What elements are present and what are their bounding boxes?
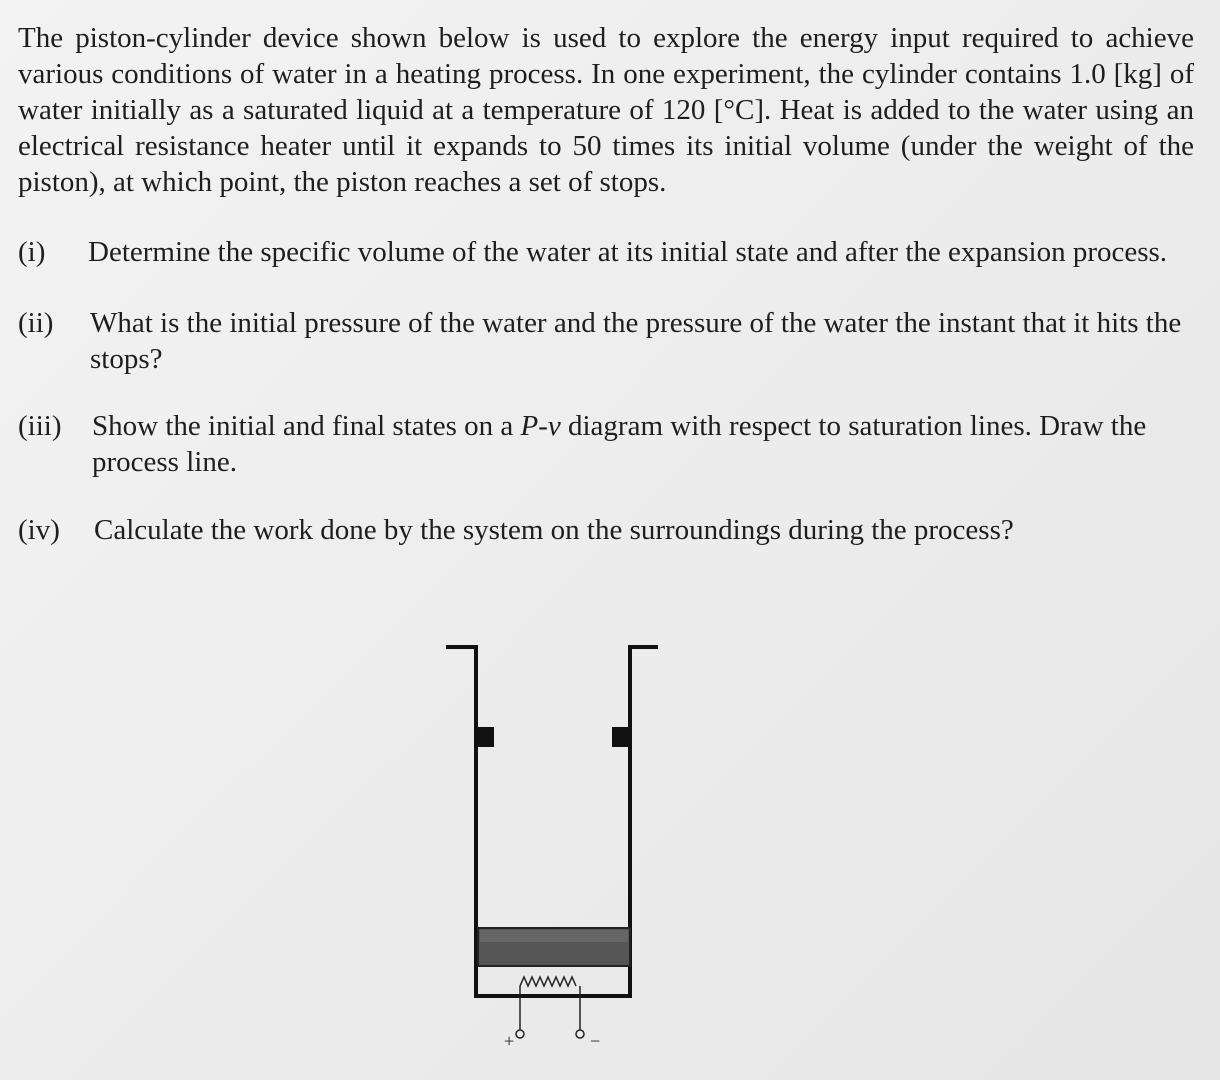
- question-iii: [18, 408, 1198, 484]
- question-number: (iv): [18, 514, 60, 546]
- question-text: What is the initial pressure of the water and the pressure of the water the instant that it hits the stops?: [90, 307, 1182, 375]
- cylinder-left-wall: [446, 647, 476, 996]
- problem-intro: The piston-cylinder device shown below is used to explore the energy input required to achieve various conditions of water in a heating process. In one experiment, the cylinder contains 1.0 [kg] of water initially as a saturated liquid at a temperature of 120 [°C]. Heat is added to the water using an electrical resistance heater until it expands to 50 times its initial volume (under the weight of the piston), at which point, the piston reaches a set of stops.: [18, 22, 1194, 198]
- question-text: [92, 408, 1192, 480]
- water-region: [478, 966, 628, 994]
- question-iv: [18, 512, 1198, 552]
- question-text-part: Show the initial and final states on a: [92, 410, 521, 442]
- stop-left: [476, 727, 494, 747]
- question-number: (i): [18, 236, 46, 268]
- stop-right: [612, 727, 630, 747]
- terminal-minus: [576, 1030, 584, 1038]
- question-number: (ii): [18, 307, 54, 339]
- question-number: (iii): [18, 410, 62, 442]
- terminal-minus-label: −: [590, 1031, 601, 1051]
- terminal-plus: [516, 1030, 524, 1038]
- cylinder-right-wall: [630, 647, 658, 996]
- question-text-italic: P-v: [520, 410, 561, 442]
- question-ii: [18, 305, 1198, 381]
- question-text-part: diagram with respect to saturation lines. Draw the process line.: [92, 410, 1147, 478]
- piston-cylinder-diagram: [440, 630, 680, 1070]
- question-i: [18, 234, 1198, 274]
- question-text: Determine the specific volume of the water at its initial state and after the expansion process.: [88, 236, 1168, 268]
- terminal-plus-label: +: [504, 1031, 515, 1051]
- question-text: Calculate the work done by the system on the surroundings during the process?: [94, 514, 1014, 546]
